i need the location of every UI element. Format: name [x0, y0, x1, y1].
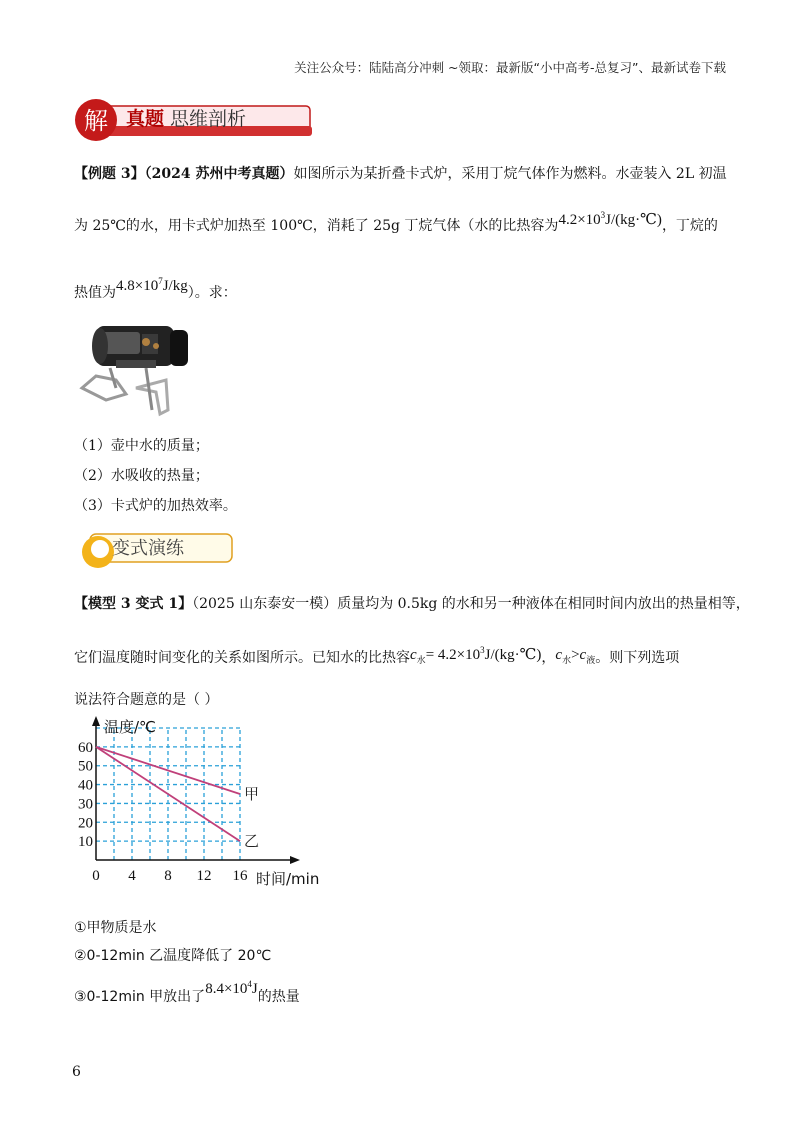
x-tick-label: 0: [92, 868, 100, 884]
x-tick-label: 8: [164, 868, 172, 884]
banner-title-a: 真题: [126, 108, 165, 130]
example-tag: 【例题 3】: [74, 166, 145, 182]
banner2-title: 变式演练: [112, 538, 184, 559]
series-label-1: 甲: [244, 785, 260, 803]
section-banner-analysis: [74, 96, 314, 144]
section-banner-variant: [76, 528, 236, 570]
question-3: （3）卡式炉的加热效率。: [74, 498, 237, 514]
y-tick-label: 10: [78, 834, 93, 851]
page-header: 关注公众号：陆陆高分冲刺 ~领取：最新版“小中高考-总复习”、最新试卷下载: [294, 60, 726, 75]
y-axis-arrow: [92, 716, 100, 726]
x-axis-label: 时间/min: [256, 870, 320, 888]
option-2: ②0-12min 乙温度降低了 20℃: [74, 948, 272, 964]
page-number: 6: [72, 1064, 81, 1080]
y-axis-label: 温度/℃: [104, 718, 156, 736]
option-3: ③0-12min 甲放出了$8.4\times 10^4J$的热量: [74, 979, 300, 1005]
x-axis-arrow: [290, 856, 300, 864]
y-tick-label: 30: [78, 796, 93, 813]
cassette-stove-image: [76, 318, 192, 418]
x-tick-label: 12: [196, 868, 212, 884]
example-line-3: 热值为$4.8\times 10^7J/kg$）。求：: [74, 276, 237, 301]
example-line-2: 为 25℃的水，用卡式炉加热至 100℃，消耗了 25g 丁烷气体（水的比热容为$4.2\times 10^3J/(kg\cdot℃)$，丁烷的: [74, 210, 718, 234]
banner-title-b: 思维剖析: [170, 108, 247, 130]
y-tick-label: 60: [78, 739, 93, 756]
variant-tag: 【模型 3 变式 1】: [74, 596, 193, 612]
series-label-2: 乙: [244, 832, 260, 851]
variant-line-2: 它们温度随时间变化的关系如图所示。已知水的比热容$c_水=$ $4.2\times 10^3J/(kg\cdot℃)$，$c_水>c_液$。则下列选项: [74, 645, 680, 666]
variant-line-3: 说法符合题意的是（ ）: [74, 692, 219, 708]
x-tick-label: 4: [128, 868, 136, 884]
y-tick-label: 50: [78, 758, 93, 775]
x-tick-label: 16: [232, 868, 248, 884]
example-line-1: 【例题 3】（2024 苏州中考真题）如图所示为某折叠卡式炉，采用丁烷气体作为燃料。水壶装入 2L 初温: [74, 166, 727, 182]
question-2: （2）水吸收的热量；: [74, 468, 209, 484]
option-1: ①甲物质是水: [74, 920, 157, 936]
chart-axes: [92, 716, 300, 864]
y-tick-label: 20: [78, 815, 93, 832]
chart-svg: [74, 710, 324, 890]
banner-badge: 解: [84, 107, 108, 135]
y-tick-label: 40: [78, 777, 93, 794]
example-source: （2024 苏州中考真题）: [144, 166, 294, 182]
variant-line-1: 【模型 3 变式 1】（2025 山东泰安一模）质量均为 0.5kg 的水和另一种液体在相同时间内放出的热量相等，: [74, 596, 750, 612]
temperature-time-chart: [74, 710, 324, 890]
question-1: （1）壶中水的质量；: [74, 438, 209, 454]
